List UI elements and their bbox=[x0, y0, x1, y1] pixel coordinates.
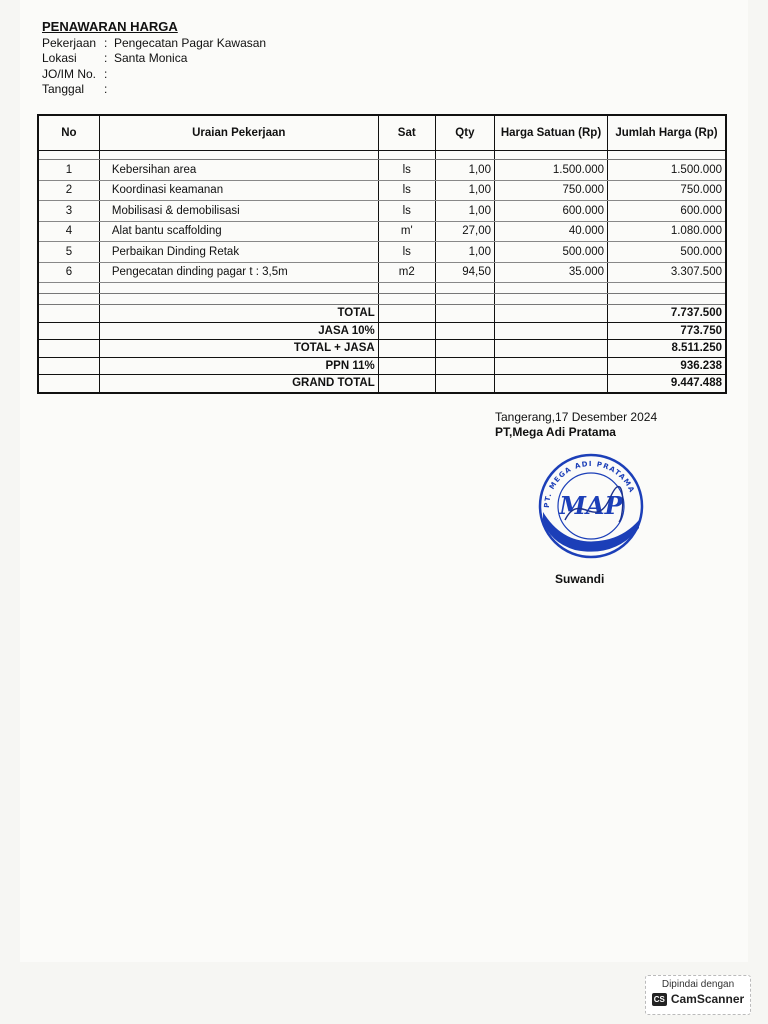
cell-no: 5 bbox=[38, 242, 99, 263]
summary-value: 7.737.500 bbox=[608, 305, 726, 323]
cell-no: 4 bbox=[38, 221, 99, 242]
cell-qty: 1,00 bbox=[435, 201, 494, 222]
company-name: PT,Mega Adi Pratama bbox=[495, 425, 616, 439]
meta-label: JO/IM No. bbox=[42, 66, 97, 81]
cell-desc: Perbaikan Dinding Retak bbox=[99, 242, 378, 263]
summary-row-grand-total bbox=[38, 375, 726, 393]
header-desc: Uraian Pekerjaan bbox=[99, 115, 378, 151]
cell-total: 1.080.000 bbox=[608, 221, 726, 242]
cell-sat: ls bbox=[378, 242, 435, 263]
table-row bbox=[38, 160, 726, 181]
meta-label: Lokasi bbox=[42, 51, 77, 65]
table-header-row bbox=[38, 115, 726, 151]
summary-value: 773.750 bbox=[608, 322, 726, 340]
cell-sat: m' bbox=[378, 221, 435, 242]
summary-row-total bbox=[38, 305, 726, 323]
meta-label: Tanggal bbox=[42, 82, 85, 96]
summary-label: PPN 11% bbox=[99, 357, 378, 375]
cell-total: 750.000 bbox=[608, 180, 726, 201]
table-row bbox=[38, 242, 726, 263]
cell-total: 600.000 bbox=[608, 201, 726, 222]
company-stamp-icon bbox=[535, 450, 647, 560]
summary-label: JASA 10% bbox=[99, 322, 378, 340]
meta-colon: : bbox=[104, 35, 108, 50]
summary-label: GRAND TOTAL bbox=[99, 375, 378, 393]
cell-qty: 27,00 bbox=[435, 221, 494, 242]
meta-row-lokasi bbox=[42, 51, 266, 67]
document-header bbox=[42, 19, 266, 98]
badge-brand-row bbox=[646, 992, 750, 1006]
cell-desc: Kebersihan area bbox=[99, 160, 378, 181]
badge-caption: Dipindai dengan bbox=[661, 979, 735, 990]
cell-qty: 1,00 bbox=[435, 242, 494, 263]
place-date: Tangerang,17 Desember 2024 bbox=[495, 410, 658, 424]
cell-price: 35.000 bbox=[494, 262, 607, 283]
cell-price: 1.500.000 bbox=[494, 160, 607, 181]
summary-value: 9.447.488 bbox=[608, 375, 726, 393]
header-total: Jumlah Harga (Rp) bbox=[608, 115, 726, 151]
cell-price: 40.000 bbox=[494, 221, 607, 242]
header-qty: Qty bbox=[435, 115, 494, 151]
stamp-monogram: MAP bbox=[559, 491, 623, 520]
meta-row-jo-im bbox=[42, 67, 266, 83]
cell-sat: ls bbox=[378, 180, 435, 201]
cell-total: 500.000 bbox=[608, 242, 726, 263]
header-sat: Sat bbox=[378, 115, 435, 151]
meta-label: Pekerjaan bbox=[42, 35, 97, 50]
cell-desc: Mobilisasi & demobilisasi bbox=[99, 201, 378, 222]
signature-block bbox=[495, 410, 657, 440]
badge-brand: CamScanner bbox=[670, 992, 745, 1006]
meta-row-tanggal bbox=[42, 82, 266, 98]
cell-no: 2 bbox=[38, 180, 99, 201]
blank-row bbox=[38, 283, 726, 294]
table-row bbox=[38, 201, 726, 222]
meta-row-pekerjaan bbox=[42, 36, 266, 52]
cell-sat: ls bbox=[378, 201, 435, 222]
cell-total: 1.500.000 bbox=[608, 160, 726, 181]
table-row bbox=[38, 180, 726, 201]
meta-value: Santa Monica bbox=[114, 51, 188, 65]
summary-row-jasa bbox=[38, 322, 726, 340]
cell-total: 3.307.500 bbox=[608, 262, 726, 283]
cell-sat: m2 bbox=[378, 262, 435, 283]
cell-no: 3 bbox=[38, 201, 99, 222]
cell-price: 600.000 bbox=[494, 201, 607, 222]
stamp-text: PT. MEGA ADI PRATAMA bbox=[542, 459, 637, 509]
table-row bbox=[38, 262, 726, 283]
cell-qty: 1,00 bbox=[435, 180, 494, 201]
cell-qty: 94,50 bbox=[435, 262, 494, 283]
summary-value: 936.238 bbox=[608, 357, 726, 375]
summary-value: 8.511.250 bbox=[608, 340, 726, 358]
header-no: No bbox=[38, 115, 99, 151]
document-title: PENAWARAN HARGA bbox=[42, 19, 178, 34]
signer-name: Suwandi bbox=[555, 572, 605, 586]
meta-colon: : bbox=[104, 82, 108, 96]
camscanner-badge bbox=[645, 975, 751, 1015]
cell-desc: Pengecatan dinding pagar t : 3,5m bbox=[99, 262, 378, 283]
summary-row-total-jasa bbox=[38, 340, 726, 358]
cell-sat: ls bbox=[378, 160, 435, 181]
cell-price: 750.000 bbox=[494, 180, 607, 201]
cell-desc: Koordinasi keamanan bbox=[99, 180, 378, 201]
summary-label: TOTAL bbox=[99, 305, 378, 323]
camscanner-logo-icon: CS bbox=[653, 994, 665, 1004]
cell-price: 500.000 bbox=[494, 242, 607, 263]
summary-row-ppn bbox=[38, 357, 726, 375]
header-price: Harga Satuan (Rp) bbox=[494, 115, 607, 151]
cell-no: 1 bbox=[38, 160, 99, 181]
price-quote-table bbox=[37, 114, 727, 394]
cell-qty: 1,00 bbox=[435, 160, 494, 181]
summary-label: TOTAL + JASA bbox=[99, 340, 378, 358]
table-row bbox=[38, 221, 726, 242]
spacer-row bbox=[38, 151, 726, 160]
meta-colon: : bbox=[104, 51, 108, 65]
meta-value: Pengecatan Pagar Kawasan bbox=[114, 35, 267, 50]
cell-no: 6 bbox=[38, 262, 99, 283]
blank-row bbox=[38, 294, 726, 305]
cell-desc: Alat bantu scaffolding bbox=[99, 221, 378, 242]
meta-colon: : bbox=[104, 66, 108, 81]
